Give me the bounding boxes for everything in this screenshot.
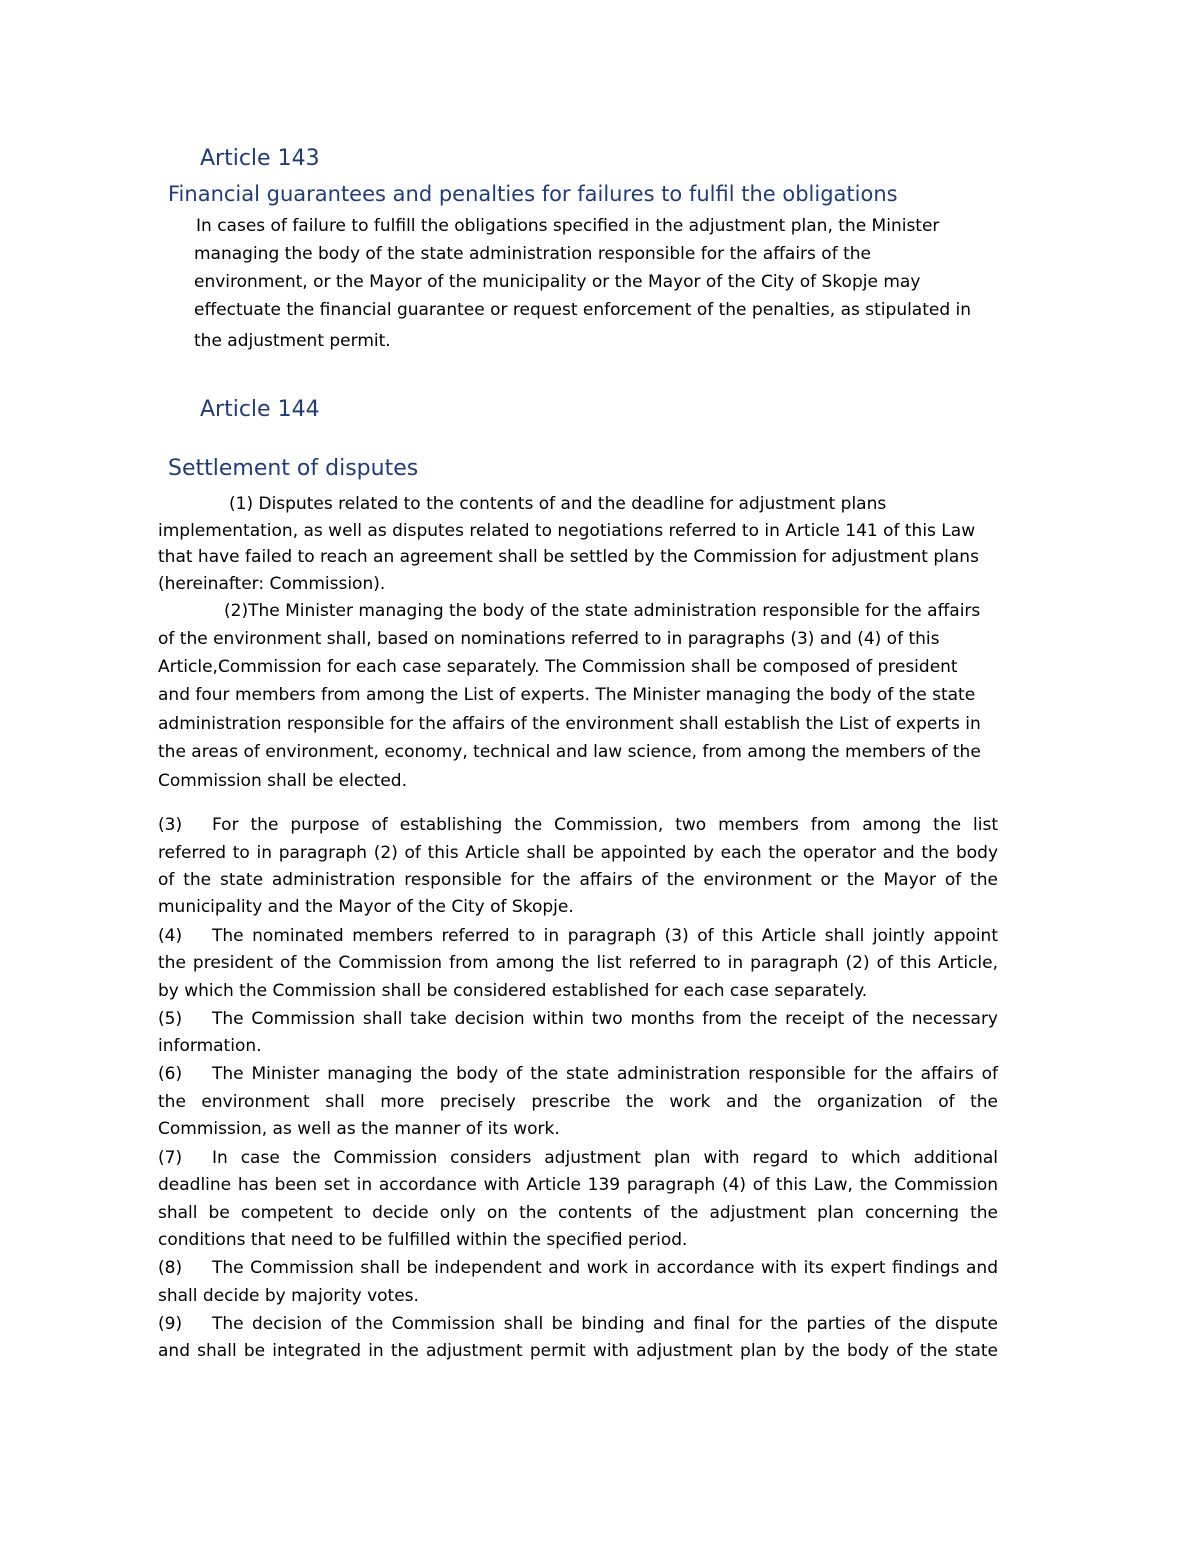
paragraph-8-number: (8) — [158, 1258, 183, 1278]
article-143-title: Article 143 — [200, 146, 320, 171]
paragraph-3-line: municipality and the Mayor of the City of Skopje. — [158, 897, 574, 917]
paragraph-5-line: information. — [158, 1036, 262, 1056]
paragraph-9-number: (9) — [158, 1314, 183, 1334]
paragraph-6-line: Commission, as well as the manner of its work. — [158, 1119, 560, 1139]
article-143-subtitle: Financial guarantees and penalties for failures to fulfil the obligations — [168, 182, 898, 206]
paragraph-1-line: (hereinafter: Commission). — [158, 574, 386, 594]
paragraph-4-number: (4) — [158, 926, 183, 946]
paragraph-2-line: (2)The Minister managing the body of the state administration responsible for the affairs — [224, 601, 981, 621]
article-143-line: environment, or the Mayor of the municipality or the Mayor of the City of Skopje may — [194, 272, 921, 292]
paragraph-7-line: deadline has been set in accordance with Article 139 paragraph (4) of this Law, the Commission — [158, 1175, 998, 1195]
paragraph-4-line: (4) The nominated members referred to in paragraph (3) of this Article shall jointly appoint — [158, 926, 998, 946]
paragraph-9-line: and shall be integrated in the adjustment permit with adjustment plan by the body of the state — [158, 1341, 998, 1361]
paragraph-7-line: conditions that need to be fulfilled within the specified period. — [158, 1230, 688, 1250]
paragraph-2-line: administration responsible for the affairs of the environment shall establish the List of experts in — [158, 714, 981, 734]
paragraph-4-line: the president of the Commission from among the list referred to in paragraph (2) of this Article, — [158, 953, 998, 973]
paragraph-7-line: (7) In case the Commission considers adjustment plan with regard to which additional — [158, 1148, 998, 1168]
paragraph-3-line: referred to in paragraph (2) of this Article shall be appointed by each the operator and the body — [158, 843, 998, 863]
paragraph-3-line: of the state administration responsible for the affairs of the environment or the Mayor of the — [158, 870, 998, 890]
paragraph-8-line: shall decide by majority votes. — [158, 1286, 419, 1306]
paragraph-7-line: shall be competent to decide only on the contents of the adjustment plan concerning the — [158, 1203, 998, 1223]
paragraph-3-number: (3) — [158, 815, 183, 835]
paragraph-2-line: Article,Commission for each case separately. The Commission shall be composed of president — [158, 657, 958, 677]
paragraph-1-line: implementation, as well as disputes related to negotiations referred to in Article 141 of this Law — [158, 521, 976, 541]
article-144-title: Article 144 — [200, 397, 320, 422]
paragraph-2-line: of the environment shall, based on nominations referred to in paragraphs (3) and (4) of this — [158, 629, 940, 649]
paragraph-9-line: (9) The decision of the Commission shall be binding and final for the parties of the dispute — [158, 1314, 998, 1334]
paragraph-6-number: (6) — [158, 1064, 183, 1084]
paragraph-8-line: (8) The Commission shall be independent and work in accordance with its expert findings and — [158, 1258, 998, 1278]
paragraph-2-line: and four members from among the List of experts. The Minister managing the body of the state — [158, 685, 976, 705]
article-143-line: managing the body of the state administration responsible for the affairs of the — [194, 244, 871, 264]
paragraph-6-line: (6) The Minister managing the body of the state administration responsible for the affairs of — [158, 1064, 998, 1084]
paragraph-7-number: (7) — [158, 1148, 183, 1168]
paragraph-1-line: that have failed to reach an agreement shall be settled by the Commission for adjustment plans — [158, 547, 979, 567]
article-143-line: In cases of failure to fulfill the obligations specified in the adjustment plan, the Minister — [196, 216, 940, 236]
paragraph-2-line: Commission shall be elected. — [158, 771, 407, 791]
paragraph-5-number: (5) — [158, 1009, 183, 1029]
paragraph-4-line: by which the Commission shall be considered established for each case separately. — [158, 981, 868, 1001]
article-144-subtitle: Settlement of disputes — [168, 456, 419, 481]
paragraph-3-line: (3) For the purpose of establishing the Commission, two members from among the list — [158, 815, 998, 835]
paragraph-2-line: the areas of environment, economy, technical and law science, from among the members of the — [158, 742, 981, 762]
paragraph-6-line: the environment shall more precisely prescribe the work and the organization of the — [158, 1092, 998, 1112]
paragraph-1-line: (1) Disputes related to the contents of and the deadline for adjustment plans — [229, 494, 887, 514]
article-143-line: the adjustment permit. — [194, 331, 391, 351]
article-143-line: effectuate the financial guarantee or request enforcement of the penalties, as stipulated in — [194, 300, 972, 320]
paragraph-5-line: (5) The Commission shall take decision within two months from the receipt of the necessary — [158, 1009, 998, 1029]
